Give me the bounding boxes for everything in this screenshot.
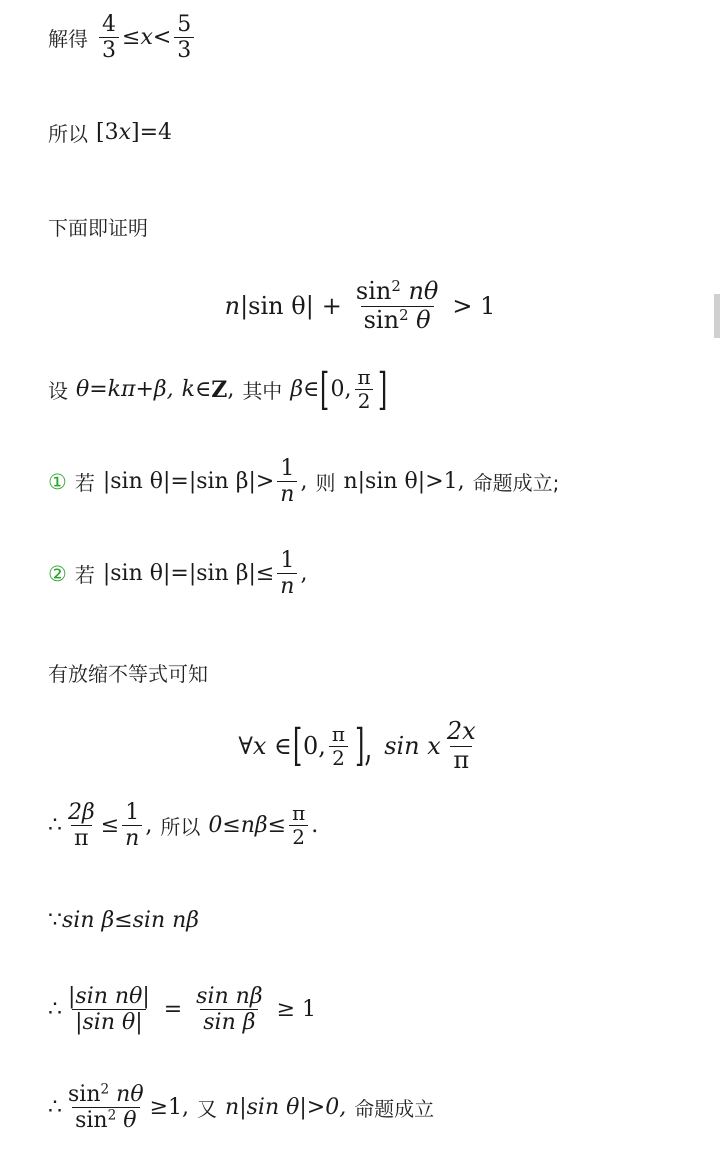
because-line: ∵ sin β≤sin nβ	[48, 908, 200, 933]
fraction-1-n: $\frac{1}{n}$	[277, 456, 297, 508]
fraction-sin2: $\frac{\sin^2 n\theta}{\sin^2 \theta}$	[355, 277, 439, 334]
fraction-1-n: $\frac{1}{n}$	[122, 800, 142, 852]
heading-line	[48, 212, 148, 241]
fraction-sin2: $\frac{\sin^2 n\theta}{\sin^2 \theta}$	[68, 1081, 144, 1134]
fraction-pi-2: $\frac{\pi}{2}$	[355, 366, 374, 413]
fraction-1-n: $\frac{1}{n}$	[277, 548, 297, 600]
label-prove: 下面即证明	[48, 216, 148, 240]
ratio-line: ∴ $\frac{\text{|sin nθ|}}{\text{|sin θ|}}$ = $\frac{\text{sin nβ}}{\text{sin β}}$ ≥ 1	[48, 984, 316, 1036]
fraction-pi-2: $\frac{\pi}{2}$	[289, 802, 308, 849]
circled-two: ②	[48, 561, 67, 586]
fraction-4-3: $\frac{4}{3}$	[99, 12, 119, 64]
fraction-abs-sin: $\frac{\text{|sin nθ|}}{\text{|sin θ|}}$	[68, 984, 150, 1036]
solution-line: 解得 $\frac{4}{3}$ ≤ x < $\frac{5}{3}$	[48, 12, 197, 64]
therefore-beta-line: ∴ $\frac{2\beta}{\pi}$ ≤ $\frac{1}{n}$ , 所以 0≤nβ≤ $\frac{\pi}{2}$ .	[48, 800, 319, 852]
scaling-inequality-label: 有放缩不等式可知	[48, 662, 208, 686]
case-two-line: ② 若 |sin θ|=|sin β|≤ $\frac{1}{n}$ ,	[48, 548, 308, 600]
display-equation-main: n |sin θ| + $\frac{\sin^2 n\theta}{\sin^2 \theta}$ > 1	[224, 277, 496, 334]
conclusion-line: 所以 [3 x ]=4	[48, 120, 173, 146]
final-line: ∴ $\frac{\sin^2 n\theta}{\sin^2 \theta}$ ≥1, 又 n|sin θ|>0, 命题成立	[48, 1081, 435, 1134]
display-equation-forall: ∀x ∈ [ 0, $\frac{\pi}{2}$ ], sin x $\frac{2x}{\pi}$	[0, 718, 720, 774]
fraction-2x-pi: $\frac{2x}{\pi}$	[446, 717, 476, 774]
label-so: 所以	[48, 122, 88, 146]
circled-one: ①	[48, 469, 67, 494]
fraction-pi-2: $\frac{\pi}{2}$	[329, 723, 348, 770]
set-theta-line: 设 θ=kπ+β, k∈ Z , 其中 β∈ [ 0, $\frac{\pi}{2}$ ]	[48, 363, 387, 415]
fraction-sin-beta: $\frac{\text{sin nβ}}{\text{sin β}}$	[196, 984, 263, 1036]
case-one-line: ① 若 |sin θ|=|sin β|> $\frac{1}{n}$ , 则 n|sin θ|>1, 命题成立;	[48, 456, 560, 508]
fraction-2beta-pi: $\frac{2\beta}{\pi}$	[68, 800, 95, 852]
label-solve: 解得	[48, 27, 88, 52]
fraction-5-3: $\frac{5}{3}$	[174, 12, 194, 64]
